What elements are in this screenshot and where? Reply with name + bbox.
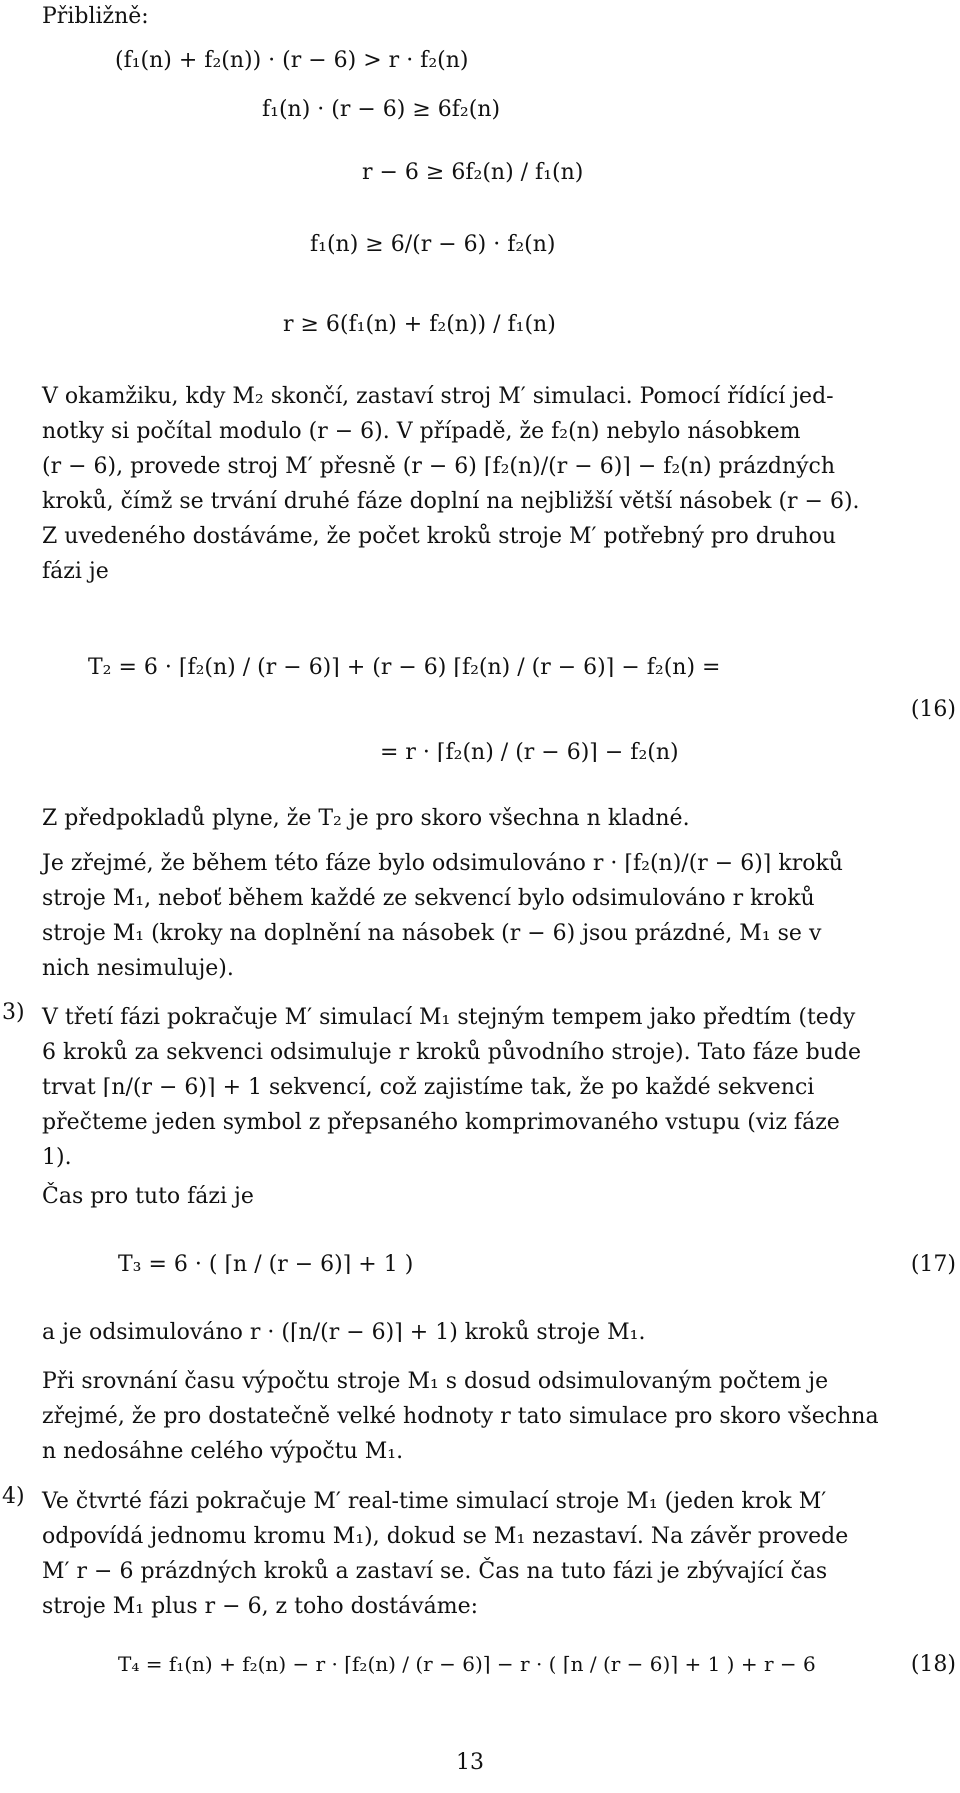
derivation-line-3: r − 6 ≥ 6f₂(n) / f₁(n) [362, 160, 584, 185]
paragraph-phase-two-end [42, 379, 960, 589]
after-equation-text: a je odsimulováno r · (⌈n/(r − 6)⌉ + 1) kroků stroje M₁. [42, 1320, 646, 1345]
text-line: fázi je [42, 559, 109, 584]
text-line: nich nesimuluje). [42, 956, 234, 981]
equation-number-18: (18) [910, 1652, 956, 1677]
equation-16-line-1: T₂ = 6 · ⌈f₂(n) / (r − 6)⌉ + (r − 6) ⌈f₂(n) / (r − 6)⌉ − f₂(n) = [88, 655, 721, 680]
text-line: stroje M₁ (kroky na doplnění na násobek (r − 6) jsou prázdné, M₁ se v [42, 921, 822, 946]
text-line: trvat ⌈n/(r − 6)⌉ + 1 sekvencí, což zajistíme tak, že po každé sekvenci [42, 1075, 815, 1100]
text-line: 1). [42, 1145, 72, 1170]
item-3-text [42, 1000, 960, 1175]
text-line: Ve čtvrté fázi pokračuje M′ real-time simulací stroje M₁ (jeden krok M′ [42, 1489, 827, 1514]
text-line: M′ r − 6 prázdných kroků a zastaví se. Čas na tuto fázi je zbývající čas [42, 1559, 828, 1584]
derivation-line-2: f₁(n) · (r − 6) ≥ 6f₂(n) [262, 97, 501, 122]
comparison-paragraph [42, 1364, 960, 1469]
derivation-line-4: f₁(n) ≥ 6/(r − 6) · f₂(n) [310, 232, 556, 257]
text-line: Je zřejmé, že během této fáze bylo odsimulováno r · ⌈f₂(n)/(r − 6)⌉ kroků [42, 851, 843, 876]
text-line: Při srovnání času výpočtu stroje M₁ s dosud odsimulovaným počtem je [42, 1369, 829, 1394]
intro-label: Přibližně: [42, 4, 149, 29]
text-line: 6 kroků za sekvenci odsimuluje r kroků původního stroje). Tato fáze bude [42, 1040, 862, 1065]
paragraph-simulated-steps [42, 846, 960, 986]
list-item-number: 3) [2, 1000, 25, 1025]
text-line: (r − 6), provede stroj M′ přesně (r − 6) ⌈f₂(n)/(r − 6)⌉ − f₂(n) prázdných [42, 454, 836, 479]
time-label: Čas pro tuto fázi je [42, 1184, 254, 1209]
text-line: n nedosáhne celého výpočtu M₁. [42, 1439, 404, 1464]
equation-17: T₃ = 6 · ( ⌈n / (r − 6)⌉ + 1 ) [118, 1252, 414, 1277]
derivation-line-5: r ≥ 6(f₁(n) + f₂(n)) / f₁(n) [283, 312, 556, 337]
equation-18: T₄ = f₁(n) + f₂(n) − r · ⌈f₂(n) / (r − 6)⌉ − r · ( ⌈n / (r − 6)⌉ + 1 ) + r − 6 [118, 1652, 816, 1676]
text-line: odpovídá jednomu kromu M₁), dokud se M₁ nezastaví. Na závěr provede [42, 1524, 849, 1549]
page-number: 13 [456, 1750, 484, 1775]
text-line: stroje M₁, neboť během každé ze sekvencí bylo odsimulováno r kroků [42, 886, 815, 911]
text-line: přečteme jeden symbol z přepsaného komprimovaného vstupu (viz fáze [42, 1110, 840, 1135]
equation-16-line-2: = r · ⌈f₂(n) / (r − 6)⌉ − f₂(n) [380, 740, 679, 765]
equation-number-16: (16) [910, 697, 956, 722]
text-line: kroků, čímž se trvání druhé fáze doplní na nejbližší větší násobek (r − 6). [42, 489, 860, 514]
list-item-number: 4) [2, 1484, 25, 1509]
text-line: zřejmé, že pro dostatečně velké hodnoty r tato simulace pro skoro všechna [42, 1404, 879, 1429]
text-line: notky si počítal modulo (r − 6). V případě, že f₂(n) nebylo násobkem [42, 419, 801, 444]
equation-number-17: (17) [910, 1252, 956, 1277]
text-line: V okamžiku, kdy M₂ skončí, zastaví stroj M′ simulaci. Pomocí řídící jed- [42, 384, 834, 409]
text-line: V třetí fázi pokračuje M′ simulací M₁ stejným tempem jako předtím (tedy [42, 1005, 856, 1030]
paragraph-positive [42, 801, 960, 836]
text-line: stroje M₁ plus r − 6, z toho dostáváme: [42, 1594, 479, 1619]
text-line: Z uvedeného dostáváme, že počet kroků stroje M′ potřebný pro druhou [42, 524, 837, 549]
text-line: Z předpokladů plyne, že T₂ je pro skoro všechna n kladné. [42, 806, 690, 831]
derivation-line-1: (f₁(n) + f₂(n)) · (r − 6) > r · f₂(n) [115, 48, 469, 73]
item-4-text [42, 1484, 960, 1624]
